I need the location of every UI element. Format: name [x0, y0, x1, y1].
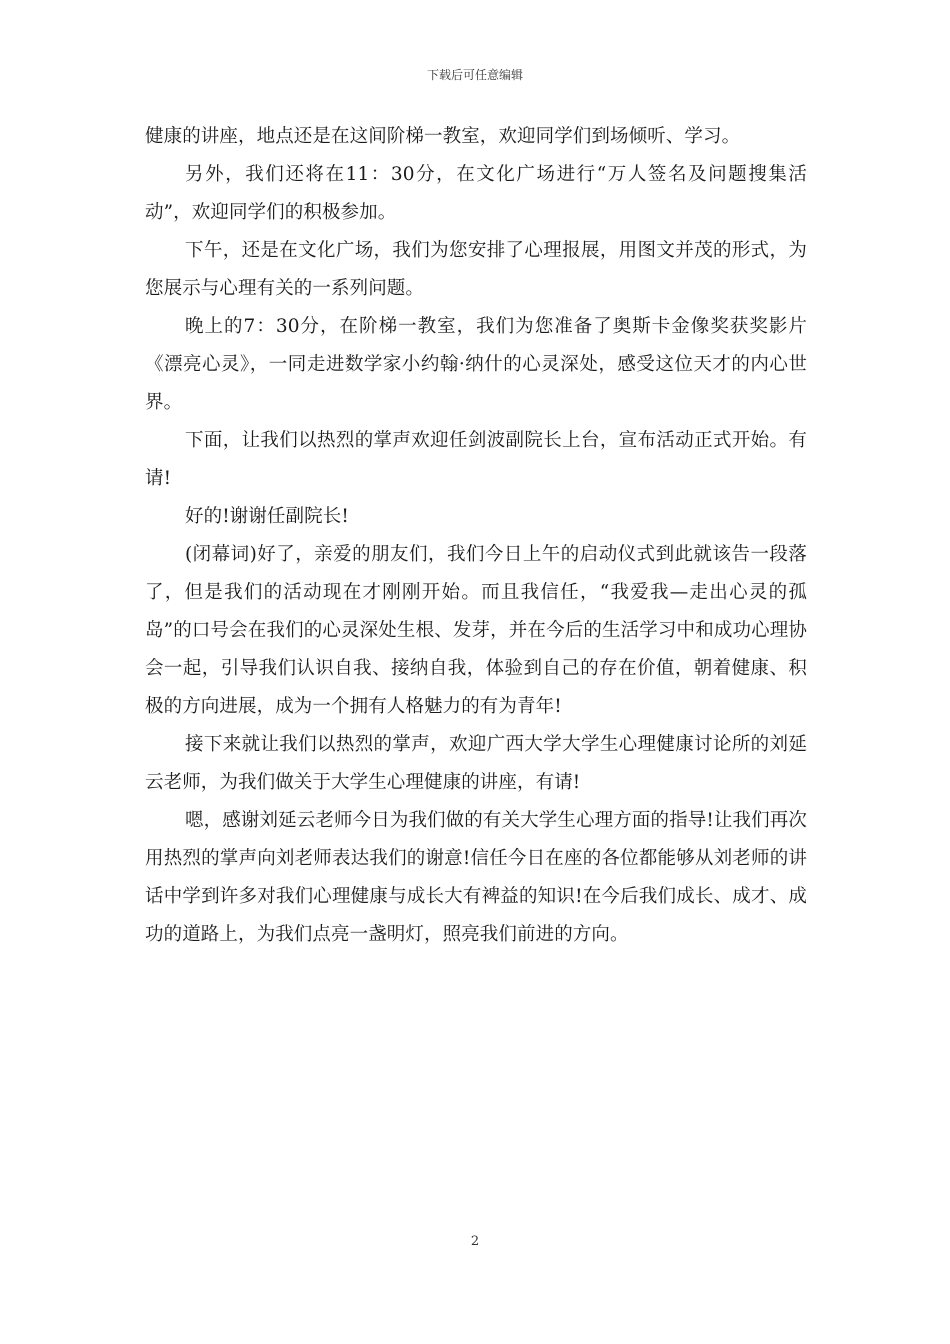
paragraph: 下面，让我们以热烈的掌声欢迎任剑波副院长上台，宣布活动正式开始。有请!: [145, 430, 807, 489]
paragraph: 另外，我们还将在11：30分，在文化广场进行“万人签名及问题搜集活动”，欢迎同学们的积极参加。: [145, 164, 807, 223]
paragraph: (闭幕词)好了，亲爱的朋友们，我们今日上午的启动仪式到此就该告一段落了，但是我们的活动现在才刚刚开始。而且我信任，“我爱我—走出心灵的孤岛”的口号会在我们的心灵深处生根、发芽，并在今后的生活学习中和成功心理协会一起，引导我们认识自我、接纳自我，体验到自己的存在价值，朝着健康、积极的方向进展，成为一个拥有人格魅力的有为青年!: [145, 544, 807, 717]
paragraph: 下午，还是在文化广场，我们为您安排了心理报展，用图文并茂的形式，为您展示与心理有关的一系列问题。: [145, 240, 807, 299]
document-body: [145, 118, 807, 954]
paragraph: 好的!谢谢任副院长!: [185, 506, 349, 527]
paragraph: 晚上的7：30分，在阶梯一教室，我们为您准备了奥斯卡金像奖获奖影片《漂亮心灵》，一同走进数学家小约翰·纳什的心灵深处，感受这位天才的内心世界。: [145, 316, 807, 413]
page-number: 2: [470, 1234, 480, 1249]
paragraph: 嗯，感谢刘延云老师今日为我们做的有关大学生心理方面的指导!让我们再次用热烈的掌声向刘老师表达我们的谢意!信任今日在座的各位都能够从刘老师的讲话中学到许多对我们心理健康与成长大有裨益的知识!在今后我们成长、成才、成功的道路上，为我们点亮一盏明灯，照亮我们前进的方向。: [145, 810, 807, 945]
paragraph: 接下来就让我们以热烈的掌声，欢迎广西大学大学生心理健康讨论所的刘延云老师，为我们做关于大学生心理健康的讲座，有请!: [145, 734, 807, 793]
page-header: 下载后可任意编辑: [426, 68, 523, 82]
paragraph: 健康的讲座，地点还是在这间阶梯一教室，欢迎同学们到场倾听、学习。: [145, 126, 741, 147]
